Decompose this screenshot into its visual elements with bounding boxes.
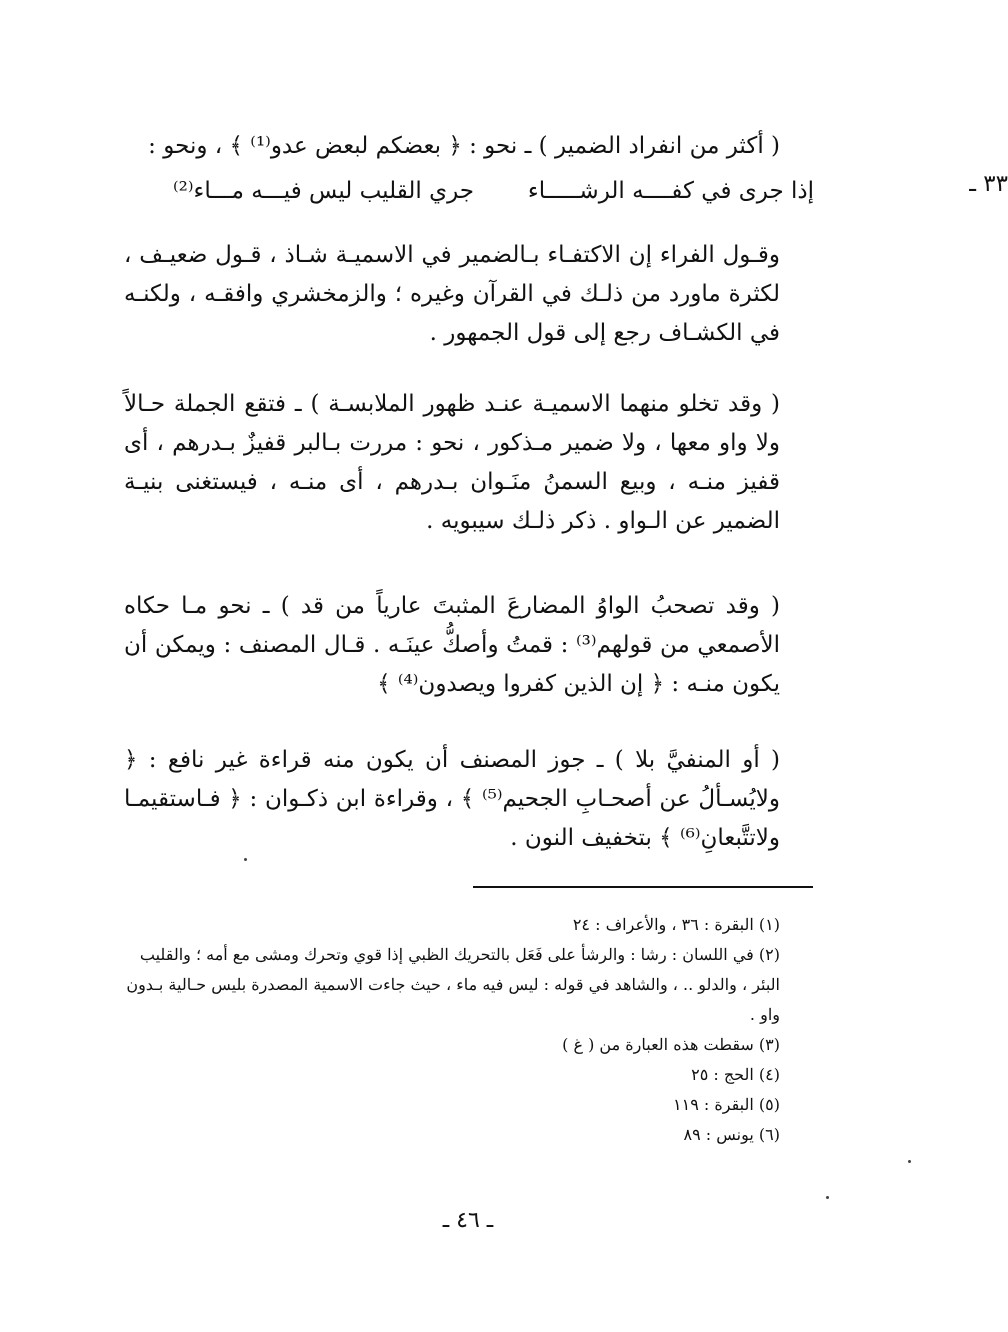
scan-speck — [244, 858, 247, 861]
footnote-5: (٥) البقرة : ١١٩ — [673, 1095, 780, 1114]
footnote-2: (٢) في اللسان : رشا : والرشأ على فَعَل بالتحريك الظبي إذا قوي وتحرك ومشى مع أمه ؛ والقليب البئر ، والدلو .. ، والشاهد في قوله : ليس فيه ماء ، حيث جاءت الاسمية المصدرة بليس حـالية بـدون واو . — [126, 945, 780, 1024]
footnote-4: (٤) الحج : ٢٥ — [691, 1065, 780, 1084]
intro-text: ( أكثر من انفراد الضمير ) ـ نحو : ﴿ بعضكم لبعض عدو⁽¹⁾ ﴾ ، ونحو : — [148, 133, 780, 159]
paragraph-text: ( وقد تصحبُ الواوُ المضارعَ المثبتَ عارياً من قد ) ـ نحو مـا حكاه الأصمعي من قولهم⁽³⁾ : قمتُ وأصكُّ عينَـه . قـال المصنف : ويمكن أن يكون منـه : ﴿ إن الذين كفروا ويصدون⁽⁴⁾ ﴾ — [124, 593, 780, 697]
verse-hemistich-first: إذا جرى في كفــــه الرشـــــاء — [527, 178, 814, 204]
verse-hemistich-second: جري القليب ليس فيـــه مـــاء⁽²⁾ — [173, 178, 474, 204]
footnote-6: (٦) يونس : ٨٩ — [683, 1125, 780, 1144]
footnote-1: (١) البقرة : ٣٦ ، والأعراف : ٢٤ — [572, 915, 780, 934]
paragraph-text: ( وقد تخلو منهما الاسميـة عنـد ظهور الملابسـة ) ـ فتقع الجملة حـالاً ولا واو معها ، ولا ضمير مـذكور ، نحو : مررت بـالبر قفيزٌ بـدرهم ، أى قفيز منـه ، وبيع السمنُ منَـوان بـدرهم ، أى منـه ، فيستغنى بنيـة الضمير عن الـواو . ذكر ذلـك سيبويه . — [124, 391, 780, 534]
scan-speck — [908, 1160, 911, 1163]
paragraph-manfi — [124, 741, 814, 858]
footnote-3: (٣) سقطت هذه العبارة من ( غ ) — [562, 1035, 780, 1054]
intro-line — [124, 127, 814, 166]
footnote-separator — [473, 886, 813, 888]
footnotes — [124, 910, 814, 1150]
scan-speck — [826, 1196, 829, 1199]
paragraph-text: وقـول الفراء إن الاكتفـاء بـالضمير في الاسميـة شـاذ ، قـول ضعيـف ، لكثرة ماورد من ذلـك في القرآن وغيره ؛ والزمخشري وافقـه ، ولكنـه في الكشـاف رجع إلى قول الجمهور . — [124, 242, 780, 346]
paragraph-mulabasa — [124, 385, 814, 541]
paragraph-mudari — [124, 587, 814, 704]
page-number: ـ ٤٦ ـ — [442, 1208, 494, 1233]
paragraph-text: ( أو المنفيَّ بلا ) ـ جوز المصنف أن يكون منه قراءة غير نافع : ﴿ ولايُسـألُ عن أصحـابِ الجحيم⁽⁵⁾ ﴾ ، وقراءة ابن ذكـوان : ﴿ فـاستقيمـا ولاتتَّبعانِ⁽⁶⁾ ﴾ بتخفيف النون . — [124, 747, 780, 851]
paragraph-farra — [124, 236, 814, 353]
verse-number: ٣٣ ـ — [969, 171, 1008, 197]
poetry-verse — [124, 171, 814, 211]
